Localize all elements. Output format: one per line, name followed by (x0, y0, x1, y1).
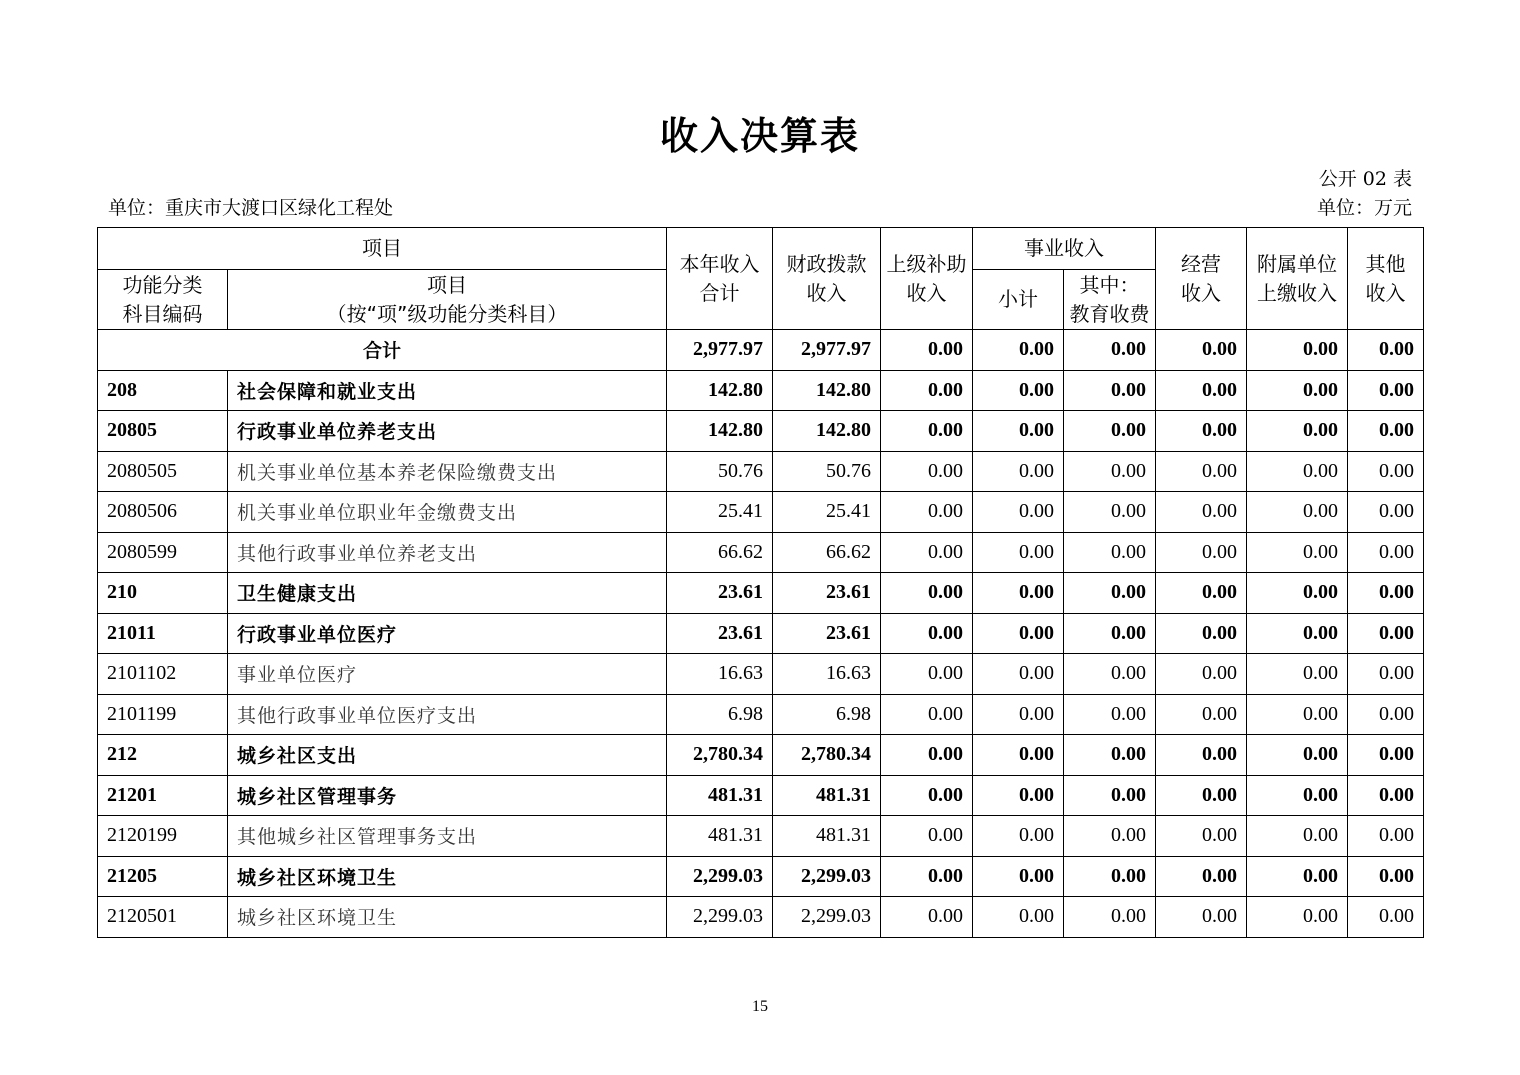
page-title: 收入决算表 (659, 114, 860, 158)
row-name: 其他城乡社区管理事务支出 (228, 816, 667, 857)
header-name: 项目 （按“项”级功能分类科目） (228, 270, 667, 330)
row-value: 0.00 (1348, 370, 1424, 411)
row-value: 0.00 (1348, 654, 1424, 695)
row-code: 2080599 (98, 532, 228, 573)
row-code: 2101102 (98, 654, 228, 695)
row-value: 0.00 (1247, 613, 1348, 654)
income-table (97, 227, 1424, 938)
row-value: 481.31 (773, 775, 881, 816)
row-value: 0.00 (1156, 654, 1247, 695)
row-value: 6.98 (667, 694, 773, 735)
row-value: 23.61 (773, 613, 881, 654)
table-row (98, 370, 1424, 411)
row-code: 2101199 (98, 694, 228, 735)
row-value: 25.41 (773, 492, 881, 533)
row-value: 142.80 (773, 411, 881, 452)
row-value: 0.00 (1348, 694, 1424, 735)
row-value: 0.00 (1247, 735, 1348, 776)
row-value: 0.00 (1247, 411, 1348, 452)
row-value: 0.00 (1348, 613, 1424, 654)
table-row (98, 856, 1424, 897)
row-value: 66.62 (667, 532, 773, 573)
row-value: 0.00 (1156, 370, 1247, 411)
row-value: 0.00 (973, 492, 1064, 533)
row-value: 66.62 (773, 532, 881, 573)
row-value: 0.00 (1064, 735, 1156, 776)
header-operating: 经营 收入 (1156, 228, 1247, 330)
row-value: 23.61 (667, 613, 773, 654)
row-code: 212 (98, 735, 228, 776)
page-number: 15 (752, 998, 768, 1015)
row-value: 0.00 (1247, 370, 1348, 411)
row-code: 21011 (98, 613, 228, 654)
row-name: 行政事业单位养老支出 (228, 411, 667, 452)
row-value: 50.76 (667, 451, 773, 492)
total-label: 合计 (98, 330, 667, 371)
row-value: 0.00 (1348, 451, 1424, 492)
row-value: 0.00 (1064, 613, 1156, 654)
row-value: 0.00 (1348, 411, 1424, 452)
row-value: 0.00 (1064, 775, 1156, 816)
table-row (98, 573, 1424, 614)
row-value: 0.00 (973, 654, 1064, 695)
row-value: 0.00 (1247, 775, 1348, 816)
row-value: 0.00 (1156, 856, 1247, 897)
row-value: 481.31 (773, 816, 881, 857)
row-value: 0.00 (1247, 654, 1348, 695)
row-value: 0.00 (1064, 532, 1156, 573)
row-value: 0.00 (1156, 411, 1247, 452)
row-value: 0.00 (881, 654, 973, 695)
row-value: 0.00 (973, 816, 1064, 857)
total-cell: 0.00 (881, 330, 973, 371)
row-code: 2120199 (98, 816, 228, 857)
row-value: 0.00 (881, 492, 973, 533)
row-value: 481.31 (667, 775, 773, 816)
row-value: 0.00 (881, 897, 973, 938)
row-value: 0.00 (1348, 573, 1424, 614)
table-row (98, 775, 1424, 816)
row-value: 2,780.34 (773, 735, 881, 776)
row-value: 0.00 (1156, 694, 1247, 735)
row-value: 2,299.03 (773, 897, 881, 938)
row-value: 0.00 (973, 370, 1064, 411)
table-row (98, 411, 1424, 452)
row-value: 0.00 (973, 532, 1064, 573)
row-value: 0.00 (1348, 856, 1424, 897)
row-code: 20805 (98, 411, 228, 452)
table-row (98, 694, 1424, 735)
row-value: 0.00 (881, 775, 973, 816)
row-value: 0.00 (973, 573, 1064, 614)
row-value: 0.00 (973, 775, 1064, 816)
header-code: 功能分类 科目编码 (98, 270, 228, 330)
row-value: 0.00 (973, 451, 1064, 492)
table-body (98, 330, 1424, 938)
total-cell: 2,977.97 (667, 330, 773, 371)
row-value: 0.00 (1247, 532, 1348, 573)
row-value: 0.00 (1348, 735, 1424, 776)
table-row (98, 897, 1424, 938)
row-value: 0.00 (1348, 897, 1424, 938)
row-code: 210 (98, 573, 228, 614)
table-row (98, 613, 1424, 654)
header-business: 事业收入 (973, 228, 1156, 270)
row-value: 0.00 (1247, 856, 1348, 897)
table-row (98, 816, 1424, 857)
row-value: 0.00 (1064, 694, 1156, 735)
header-education: 其中： 教育收费 (1064, 270, 1156, 330)
table-row (98, 735, 1424, 776)
row-value: 0.00 (1348, 532, 1424, 573)
row-name: 其他行政事业单位医疗支出 (228, 694, 667, 735)
currency-unit: 单位：万元 (1316, 197, 1412, 219)
row-value: 0.00 (1156, 775, 1247, 816)
row-value: 0.00 (1064, 492, 1156, 533)
row-value: 16.63 (667, 654, 773, 695)
row-value: 0.00 (1064, 856, 1156, 897)
row-value: 0.00 (1247, 816, 1348, 857)
row-code: 2080505 (98, 451, 228, 492)
row-value: 0.00 (973, 411, 1064, 452)
row-value: 2,299.03 (667, 856, 773, 897)
row-code: 21205 (98, 856, 228, 897)
header-total: 本年收入 合计 (667, 228, 773, 330)
row-name: 社会保障和就业支出 (228, 370, 667, 411)
row-value: 0.00 (1348, 816, 1424, 857)
total-row (98, 330, 1424, 371)
table-header (98, 228, 1424, 330)
row-code: 21201 (98, 775, 228, 816)
total-cell: 0.00 (1156, 330, 1247, 371)
row-value: 0.00 (881, 856, 973, 897)
row-value: 0.00 (1247, 694, 1348, 735)
row-value: 0.00 (1064, 451, 1156, 492)
row-value: 0.00 (973, 694, 1064, 735)
form-number: 公开 02 表 (1318, 168, 1412, 190)
header-other: 其他 收入 (1348, 228, 1424, 330)
table-row (98, 654, 1424, 695)
row-name: 事业单位医疗 (228, 654, 667, 695)
row-code: 2120501 (98, 897, 228, 938)
row-name: 其他行政事业单位养老支出 (228, 532, 667, 573)
row-code: 208 (98, 370, 228, 411)
row-value: 0.00 (1064, 897, 1156, 938)
row-value: 23.61 (773, 573, 881, 614)
row-value: 0.00 (1064, 816, 1156, 857)
row-value: 0.00 (1064, 411, 1156, 452)
row-name: 行政事业单位医疗 (228, 613, 667, 654)
row-value: 0.00 (881, 451, 973, 492)
table-row (98, 492, 1424, 533)
row-value: 481.31 (667, 816, 773, 857)
row-value: 142.80 (667, 370, 773, 411)
row-value: 0.00 (881, 370, 973, 411)
header-subtotal: 小计 (973, 270, 1064, 330)
row-name: 城乡社区管理事务 (228, 775, 667, 816)
row-name: 卫生健康支出 (228, 573, 667, 614)
table-row (98, 532, 1424, 573)
row-value: 2,299.03 (667, 897, 773, 938)
total-cell: 0.00 (1064, 330, 1156, 371)
row-name: 机关事业单位职业年金缴费支出 (228, 492, 667, 533)
row-name: 城乡社区环境卫生 (228, 897, 667, 938)
row-value: 50.76 (773, 451, 881, 492)
header-affiliated: 附属单位 上缴收入 (1247, 228, 1348, 330)
row-value: 0.00 (881, 694, 973, 735)
row-value: 2,299.03 (773, 856, 881, 897)
row-value: 0.00 (1064, 573, 1156, 614)
header-superior: 上级补助 收入 (881, 228, 973, 330)
row-value: 0.00 (973, 613, 1064, 654)
header-fiscal: 财政拨款 收入 (773, 228, 881, 330)
row-value: 0.00 (881, 816, 973, 857)
row-value: 0.00 (973, 856, 1064, 897)
reporting-unit: 单位：重庆市大渡口区绿化工程处 (108, 197, 394, 219)
row-value: 0.00 (881, 735, 973, 776)
header-project: 项目 (98, 228, 667, 270)
row-value: 16.63 (773, 654, 881, 695)
row-value: 0.00 (881, 411, 973, 452)
row-value: 0.00 (973, 897, 1064, 938)
row-value: 0.00 (881, 573, 973, 614)
row-value: 0.00 (1156, 897, 1247, 938)
row-code: 2080506 (98, 492, 228, 533)
row-value: 0.00 (973, 735, 1064, 776)
row-value: 0.00 (1348, 492, 1424, 533)
row-name: 城乡社区环境卫生 (228, 856, 667, 897)
total-cell: 0.00 (1348, 330, 1424, 371)
row-value: 0.00 (1064, 654, 1156, 695)
row-value: 142.80 (773, 370, 881, 411)
row-value: 0.00 (881, 613, 973, 654)
row-value: 0.00 (1156, 451, 1247, 492)
total-cell: 0.00 (1247, 330, 1348, 371)
row-value: 23.61 (667, 573, 773, 614)
total-cell: 2,977.97 (773, 330, 881, 371)
row-value: 0.00 (1348, 775, 1424, 816)
row-name: 城乡社区支出 (228, 735, 667, 776)
row-value: 0.00 (1247, 492, 1348, 533)
row-value: 0.00 (1156, 816, 1247, 857)
row-value: 0.00 (881, 532, 973, 573)
row-value: 0.00 (1247, 897, 1348, 938)
row-value: 0.00 (1156, 613, 1247, 654)
row-value: 25.41 (667, 492, 773, 533)
row-value: 0.00 (1156, 492, 1247, 533)
row-value: 0.00 (1156, 735, 1247, 776)
row-value: 6.98 (773, 694, 881, 735)
row-value: 0.00 (1247, 573, 1348, 614)
row-value: 0.00 (1156, 532, 1247, 573)
table-row (98, 451, 1424, 492)
row-value: 142.80 (667, 411, 773, 452)
row-value: 0.00 (1156, 573, 1247, 614)
total-cell: 0.00 (973, 330, 1064, 371)
row-value: 0.00 (1064, 370, 1156, 411)
row-value: 2,780.34 (667, 735, 773, 776)
row-value: 0.00 (1247, 451, 1348, 492)
row-name: 机关事业单位基本养老保险缴费支出 (228, 451, 667, 492)
